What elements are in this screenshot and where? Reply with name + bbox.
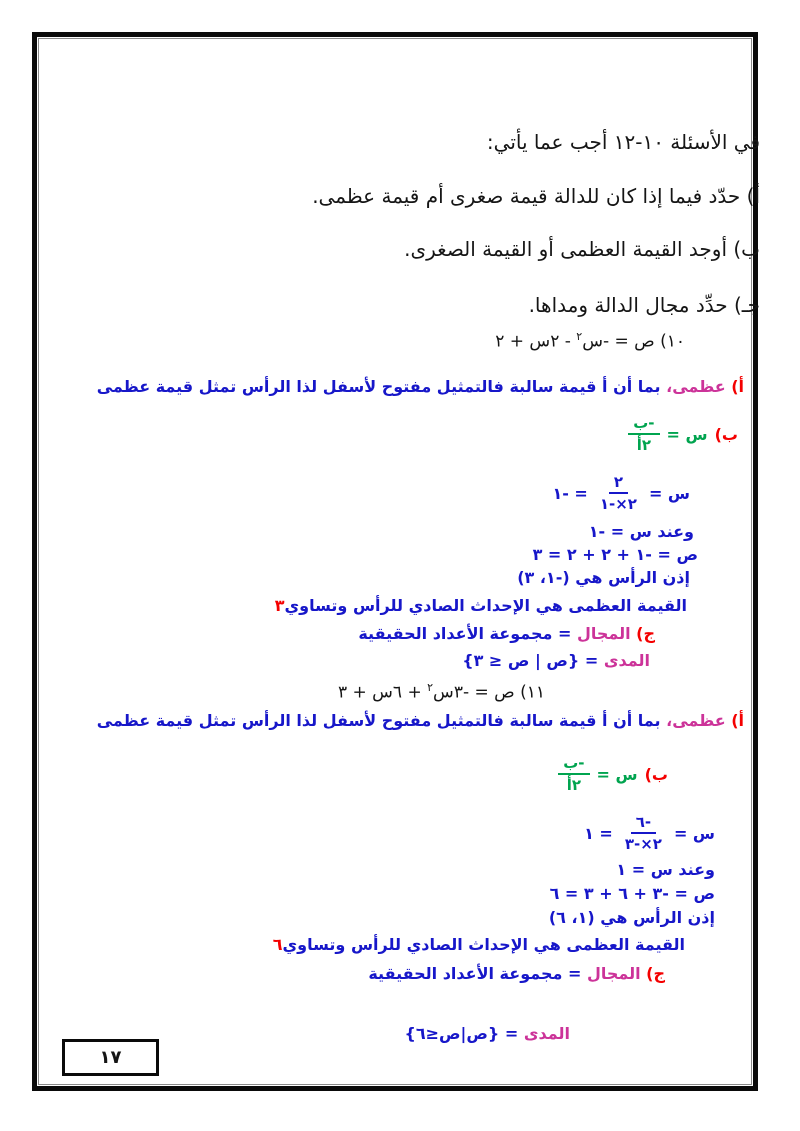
p10-calc-fraction [595, 473, 642, 513]
p11-part-b-frac-denominator: ٢أ [566, 776, 582, 794]
p10-equation-post: - ٢س + ٢ [495, 331, 577, 352]
p10-calc-lhs: س = [648, 483, 690, 503]
p10-part-a-label: أ) [731, 377, 744, 396]
p11-part-b-lhs: س = [596, 764, 638, 784]
p11-part-c-line [40, 964, 760, 983]
p10-max-line [40, 596, 760, 615]
intro-title: في الأسئلة ١٠-١٢ أجب عما يأتي: [486, 130, 760, 154]
p10-calc-line [40, 464, 760, 522]
p11-part-c-text: = مجموعة الأعداد الحقيقية [368, 964, 582, 983]
p11-part-b-label: ب) [644, 764, 668, 784]
p11-vertex-line: إذن الرأس هي (١، ٦) [548, 908, 715, 927]
p11-equation-exponent: ٢ [427, 681, 434, 694]
p10-calc-frac-denominator: ٢×-١ [599, 495, 637, 513]
p11-calc-frac-denominator: ٢×-٣ [624, 835, 662, 853]
p11-max-line [40, 935, 760, 954]
p10-part-c-keyword: المجال [576, 624, 631, 643]
p11-max-text: القيمة العظمى هي الإحداث الصادي للرأس وتساوي [282, 935, 685, 954]
p11-calc-fraction [620, 813, 667, 853]
p11-calc-line [40, 802, 760, 864]
p10-calc-frac-numerator: ٢ [609, 473, 628, 494]
p11-equation-post: + ٦س + ٣ [337, 682, 428, 703]
p10-calc-result: = -١ [552, 483, 588, 503]
intro-item-b: ب) أوجد القيمة العظمى أو القيمة الصغرى. [404, 237, 760, 261]
p11-part-c-label: ج) [646, 964, 665, 983]
p10-at-line: وعند س = -١ [588, 522, 694, 541]
p10-max-value: ٣ [274, 596, 285, 615]
p10-part-b-label: ب) [714, 424, 738, 444]
p11-part-b-fraction [558, 754, 589, 794]
page-number: ١٧ [99, 1047, 122, 1068]
p11-max-value: ٦ [272, 935, 283, 954]
p10-equation-pre: ١٠) ص = -س [582, 331, 685, 352]
page-number-box [62, 1039, 159, 1076]
p10-part-b-frac-numerator: -ب [628, 414, 659, 435]
p11-calc-result: = ١ [584, 823, 613, 843]
p10-part-b-lhs: س = [666, 424, 708, 444]
p10-part-a-line [40, 377, 760, 396]
p11-equation [40, 681, 760, 703]
p10-part-b-line [40, 405, 760, 463]
p10-vertex-line: إذن الرأس هي (-١، ٣) [517, 568, 690, 587]
p10-max-text: القيمة العظمى هي الإحداث الصادي للرأس وتساوي [284, 596, 687, 615]
p10-part-b-fraction [628, 414, 659, 454]
p11-part-b-line [40, 746, 760, 802]
p11-calc-frac-numerator: -٦ [631, 813, 656, 834]
p10-equation-exponent: ٢ [576, 330, 583, 343]
p10-part-c-text: = مجموعة الأعداد الحقيقية [358, 624, 572, 643]
p10-range-line [40, 651, 760, 670]
p11-calc-lhs: س = [673, 823, 715, 843]
p11-part-a-keyword: عظمى، [666, 711, 726, 730]
p11-range-text: = {ص|ص≤٦} [404, 1024, 519, 1043]
p11-part-b-frac-numerator: -ب [558, 754, 589, 775]
p11-range-keyword: المدى [523, 1024, 570, 1043]
p11-sum-line: ص = -٣ + ٦ + ٣ = ٦ [549, 884, 715, 903]
p11-part-a-text: بما أن أ قيمة سالبة فالتمثيل مفتوح لأسفل لذا الرأس تمثل قيمة عظمى [96, 711, 661, 730]
p10-sum-line: ص = -١ + ٢ + ٢ = ٣ [532, 545, 698, 564]
p11-equation-pre: ١١) ص = -٣س [433, 682, 545, 703]
p10-part-a-text: بما أن أ قيمة سالبة فالتمثيل مفتوح لأسفل لذا الرأس تمثل قيمة عظمى [96, 377, 661, 396]
p10-range-text: = {ص | ص ≤ ٣} [462, 651, 599, 670]
p10-part-c-line [40, 624, 760, 643]
p11-part-c-keyword: المجال [586, 964, 641, 983]
p11-part-a-line [40, 711, 760, 730]
intro-item-c: جـ) حدِّد مجال الدالة ومداها. [528, 293, 760, 317]
p10-equation [40, 330, 760, 352]
intro-item-a: أ) حدّد فيما إذا كان للدالة قيمة صغرى أم قيمة عظمى. [312, 184, 760, 208]
p11-part-a-label: أ) [731, 711, 744, 730]
p10-range-keyword: المدى [603, 651, 650, 670]
p10-part-c-label: ج) [636, 624, 655, 643]
p11-at-line: وعند س = ١ [616, 860, 715, 879]
p10-part-a-keyword: عظمى، [666, 377, 726, 396]
p10-part-b-frac-denominator: ٢أ [636, 436, 652, 454]
